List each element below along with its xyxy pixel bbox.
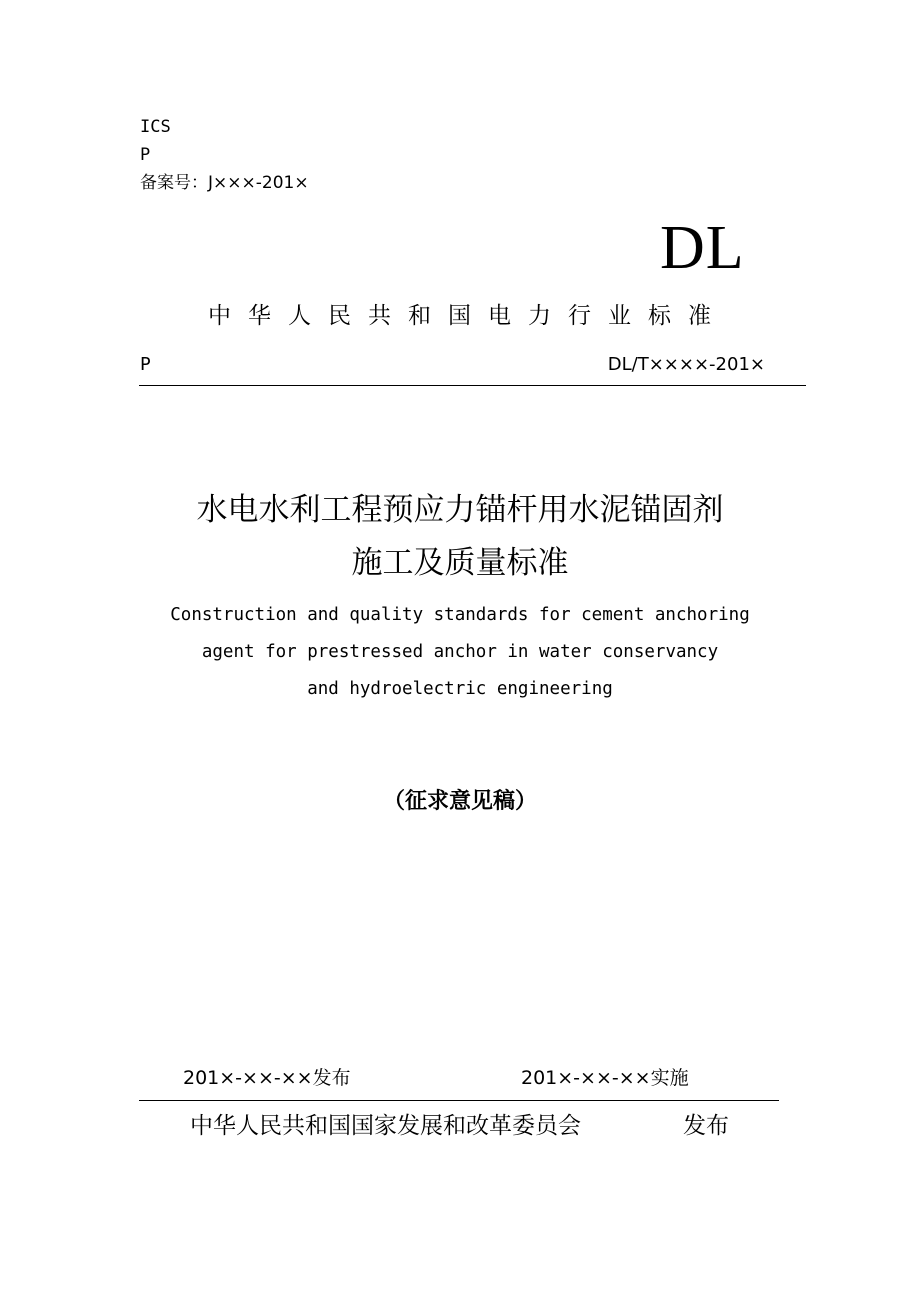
issuer-name: 中华人民共和国国家发展和改革委员会: [190, 1113, 581, 1139]
issuer-action: 发布: [683, 1113, 729, 1139]
title-en-line3: and hydroelectric engineering: [307, 679, 613, 699]
class-code-top: P: [140, 145, 151, 165]
title-en-line2: agent for prestressed anchor in water conservancy: [201, 642, 719, 662]
implementation-date: 201×-××-××实施: [521, 1067, 689, 1089]
standard-number: DL/T××××-201×: [607, 354, 765, 375]
ics-label: ICS: [140, 117, 171, 137]
title-cn-line2: 施工及质量标准: [351, 545, 569, 581]
industry-standard-title: 中华人民共和国电力行业标准: [208, 303, 728, 329]
draft-status: （征求意见稿）: [382, 789, 537, 814]
title-cn-line1: 水电水利工程预应力锚杆用水泥锚固剂: [196, 492, 724, 528]
dl-logo: DL: [660, 214, 745, 282]
footer-divider: [139, 1100, 779, 1101]
filing-number: 备案号：J×××-201×: [140, 173, 309, 193]
classification-code: P: [140, 354, 151, 375]
issue-date: 201×-××-××发布: [183, 1067, 351, 1089]
title-en-line1: Construction and quality standards for cement anchoring: [170, 605, 750, 625]
header-divider: [139, 385, 806, 386]
